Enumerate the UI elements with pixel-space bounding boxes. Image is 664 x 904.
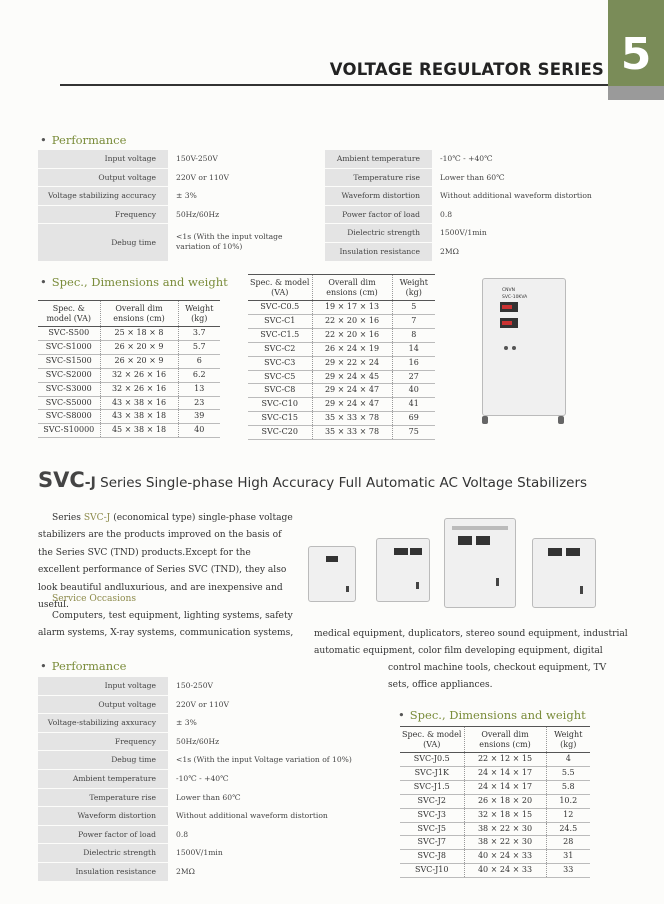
table-cell: SVC-J0.5 [400, 753, 464, 767]
table-row [248, 314, 435, 328]
table-cell: 38 × 22 × 30 [464, 836, 546, 850]
table-cell: SVC-S8000 [38, 410, 100, 424]
table-cell: SVC-J7 [400, 836, 464, 850]
table-cell: SVC-S5000 [38, 396, 100, 410]
spec-row [38, 751, 368, 770]
table-cell: 4 [546, 753, 590, 767]
table-row [400, 766, 590, 780]
table-cell: 75 [392, 426, 435, 440]
spec-row [325, 187, 625, 206]
spec-label: Frequency [38, 206, 168, 225]
spec-heading: • Spec., Dimensions and weight [40, 275, 228, 289]
table-cell: 8 [392, 328, 435, 342]
table-cell: SVC-J1K [400, 766, 464, 780]
table-cell: SVC-C10 [248, 398, 312, 412]
spec-row [38, 150, 323, 169]
table-cell: SVC-J2 [400, 794, 464, 808]
table-cell: 5 [392, 301, 435, 315]
table-cell: 26 × 24 × 19 [312, 342, 392, 356]
spec-value: 150-250V [176, 681, 214, 690]
table-cell: SVC-J10 [400, 864, 464, 878]
table-cell: 16 [392, 356, 435, 370]
spec-label: Dielectric strength [38, 844, 168, 863]
table-cell: 13 [178, 382, 220, 396]
table-row [400, 836, 590, 850]
table-cell: SVC-C8 [248, 384, 312, 398]
table-cell: 14 [392, 342, 435, 356]
table-row [400, 850, 590, 864]
occasions-line-1: medical equipment, duplicators, stereo sound equipment, industrial [314, 629, 628, 639]
spec-table-c [248, 274, 435, 440]
table-cell: 31 [546, 850, 590, 864]
table-cell: 3.7 [178, 327, 220, 341]
table-cell: 5.8 [546, 780, 590, 794]
table-cell: 26 × 20 × 9 [100, 340, 178, 354]
table-cell: 26 × 18 × 20 [464, 794, 546, 808]
table-cell: SVC-J5 [400, 822, 464, 836]
table-row [248, 426, 435, 440]
spec-value: 2MΩ [176, 866, 195, 876]
product-photo-svc [478, 278, 570, 428]
spec-value: 0.8 [440, 209, 453, 219]
spec-value: 2MΩ [440, 246, 459, 256]
spec-label: Ambient temperature [38, 770, 168, 789]
column-header: Weight (kg) [546, 727, 590, 753]
chapter-number: 5 [620, 29, 652, 80]
table-row [38, 396, 220, 410]
occasions-line-2: automatic equipment, color film developing equipment, digital [314, 646, 603, 656]
spec-label: Waveform distortion [325, 187, 432, 206]
spec-label: Insulation resistance [38, 863, 168, 882]
table-cell: SVC-C0.5 [248, 301, 312, 315]
spec-row [38, 714, 368, 733]
table-cell: SVC-C20 [248, 426, 312, 440]
table-row [38, 382, 220, 396]
spec-label: Debug time [38, 224, 168, 261]
spec-row [38, 169, 323, 188]
spec-table-j [400, 726, 590, 878]
spec-label: Power factor of load [325, 206, 432, 225]
spec-value: <1s (With the input voltage variation of 10%) [176, 232, 283, 252]
table-cell: SVC-S10000 [38, 424, 100, 438]
spec-row [38, 206, 323, 225]
product-photo-j-wide [532, 538, 598, 610]
spec-value: 220V or 110V [176, 172, 229, 182]
table-cell: 43 × 38 × 18 [100, 410, 178, 424]
table-row [400, 753, 590, 767]
occasions-paragraph: Computers, test equipment, lighting systems, safety alarm systems, X-ray systems, communication systems, [38, 611, 294, 639]
spec-row [325, 243, 625, 262]
spec-value: 220V or 110V [176, 699, 229, 709]
table-cell: 6.2 [178, 368, 220, 382]
spec-row [38, 733, 368, 752]
table-cell: 5.7 [178, 340, 220, 354]
spec-label: Input voltage [38, 677, 168, 696]
table-row [248, 412, 435, 426]
table-cell: 38 × 22 × 30 [464, 822, 546, 836]
spec-label: Dielectric strength [325, 224, 432, 243]
table-cell: SVC-C3 [248, 356, 312, 370]
table-row [248, 328, 435, 342]
spec-label: Voltage-stabilizing axxuracy [38, 714, 168, 733]
spec-row [325, 224, 625, 243]
occasions-line-4: sets, office appliances. [388, 680, 493, 690]
spec-row [38, 807, 368, 826]
table-row [248, 398, 435, 412]
spec-value: Without additional waveform distortion [440, 191, 592, 201]
spec-row [38, 863, 368, 882]
table-cell: SVC-J1.5 [400, 780, 464, 794]
table-cell: 35 × 33 × 78 [312, 412, 392, 426]
performance-heading: • Performance [40, 133, 127, 147]
spec-value: 0.8 [176, 829, 189, 839]
table-cell: 7 [392, 314, 435, 328]
table-cell: SVC-J3 [400, 808, 464, 822]
spec-label: Debug time [38, 751, 168, 770]
spec-value: 50Hz/60Hz [176, 736, 220, 746]
spec-value: ± 3% [176, 718, 197, 728]
spec-label: Insulation resistance [325, 243, 432, 262]
table-row [248, 384, 435, 398]
table-cell: 43 × 38 × 16 [100, 396, 178, 410]
table-row [400, 808, 590, 822]
spec-row [38, 696, 368, 715]
table-cell: 29 × 22 × 24 [312, 356, 392, 370]
table-row [248, 356, 435, 370]
spec-value: -10℃ - +40℃ [176, 773, 229, 783]
spec-heading-j: • Spec., Dimensions and weight [398, 708, 586, 722]
table-row [400, 864, 590, 878]
table-cell: SVC-C2 [248, 342, 312, 356]
title-underline [60, 84, 608, 86]
spec-row [325, 169, 625, 188]
table-cell: SVC-S1500 [38, 354, 100, 368]
table-cell: 45 × 38 × 18 [100, 424, 178, 438]
table-cell: 32 × 26 × 16 [100, 382, 178, 396]
performance-heading-j: • Performance [40, 659, 127, 673]
performance-table-j [38, 677, 368, 882]
spec-label: Temperature rise [38, 789, 168, 808]
table-row [248, 342, 435, 356]
performance-table-right [325, 150, 625, 262]
column-header: Overall dim ensions (cm) [100, 301, 178, 327]
table-cell: 29 × 24 × 47 [312, 384, 392, 398]
spec-row [325, 150, 625, 169]
spec-value: Lower than 60℃ [440, 172, 505, 182]
spec-row [38, 187, 323, 206]
spec-label: Temperature rise [325, 169, 432, 188]
table-cell: SVC-C1 [248, 314, 312, 328]
table-cell: 40 × 24 × 33 [464, 864, 546, 878]
table-header-row [400, 727, 590, 753]
table-cell: 24.5 [546, 822, 590, 836]
spec-row [38, 789, 368, 808]
spec-value: Without additional waveform distortion [176, 811, 328, 821]
table-cell: 69 [392, 412, 435, 426]
table-row [38, 354, 220, 368]
spec-label: Waveform distortion [38, 807, 168, 826]
table-cell: 29 × 24 × 47 [312, 398, 392, 412]
table-cell: 10.2 [546, 794, 590, 808]
table-cell: 22 × 12 × 15 [464, 753, 546, 767]
intro-paragraph: Series SVC-J (economical type) single-phase voltage stabilizers are the products improved on the basis of the Series SVC (TND) products.Except for the excellent performance of Series SVC (TND), they also look beautiful andluxurious, and are inexpensive and useful. [38, 513, 293, 611]
spec-value: 50Hz/60Hz [176, 209, 220, 219]
spec-row [38, 770, 368, 789]
table-cell: 24 × 14 × 17 [464, 780, 546, 794]
table-cell: 22 × 20 × 16 [312, 328, 392, 342]
spec-row [38, 224, 323, 261]
spec-value: 150V-250V [176, 154, 218, 163]
table-row [400, 780, 590, 794]
table-cell: SVC-C1.5 [248, 328, 312, 342]
table-row [38, 340, 220, 354]
table-cell: SVC-S2000 [38, 368, 100, 382]
page-title: VOLTAGE REGULATOR SERIES [329, 60, 604, 79]
spec-label: Input voltage [38, 150, 168, 169]
table-cell: 32 × 18 × 15 [464, 808, 546, 822]
table-cell: 39 [178, 410, 220, 424]
table-cell: 40 [178, 424, 220, 438]
column-header: Overall dim ensions (cm) [312, 275, 392, 301]
product-photo-j-medium [376, 538, 432, 604]
table-cell: 19 × 17 × 13 [312, 301, 392, 315]
spec-value: <1s (With the input Voltage variation of 10%) [176, 755, 352, 765]
table-row [38, 410, 220, 424]
spec-label: Ambient temperature [325, 150, 432, 169]
product-photo-j-small [308, 546, 358, 604]
table-row [38, 327, 220, 341]
table-cell: 26 × 20 × 9 [100, 354, 178, 368]
spec-table-s [38, 300, 220, 438]
table-cell: 40 [392, 384, 435, 398]
table-row [400, 822, 590, 836]
table-cell: 32 × 26 × 16 [100, 368, 178, 382]
spec-row [38, 844, 368, 863]
svcj-section-title: SVC-J Series Single-phase High Accuracy Full Automatic AC Voltage Stabilizers [38, 468, 588, 492]
spec-label: Voltage stabilizing accuracy [38, 187, 168, 206]
column-header: Weight (kg) [178, 301, 220, 327]
table-cell: 24 × 14 × 17 [464, 766, 546, 780]
chapter-tab-shadow [608, 86, 664, 100]
spec-label: Power factor of load [38, 826, 168, 845]
table-header-row [38, 301, 220, 327]
brand-label: CNVN [502, 288, 515, 293]
table-cell: 28 [546, 836, 590, 850]
column-header: Spec. & model (VA) [400, 727, 464, 753]
table-row [38, 424, 220, 438]
table-cell: 40 × 24 × 33 [464, 850, 546, 864]
table-cell: SVC-C15 [248, 412, 312, 426]
spec-value: 1500V/1min [440, 228, 487, 238]
column-header: Weight (kg) [392, 275, 435, 301]
spec-row [38, 677, 368, 696]
table-cell: 25 × 18 × 8 [100, 327, 178, 341]
table-row [38, 368, 220, 382]
spec-value: 1500V/1min [176, 848, 223, 858]
table-row [248, 370, 435, 384]
spec-label: Output voltage [38, 169, 168, 188]
table-cell: 6 [178, 354, 220, 368]
column-header: Spec. & model (VA) [248, 275, 312, 301]
column-header: Spec. & model (VA) [38, 301, 100, 327]
table-cell: 5.5 [546, 766, 590, 780]
spec-label: Output voltage [38, 696, 168, 715]
performance-table-left [38, 150, 323, 262]
table-cell: 41 [392, 398, 435, 412]
occasions-line-3: control machine tools, checkout equipment, TV [388, 663, 607, 673]
column-header: Overall dim ensions (cm) [464, 727, 546, 753]
table-row [400, 794, 590, 808]
service-occasions-heading: Service Occasions [52, 594, 137, 604]
table-cell: SVC-J8 [400, 850, 464, 864]
table-cell: SVC-S1000 [38, 340, 100, 354]
table-cell: 12 [546, 808, 590, 822]
spec-value: Lower than 60℃ [176, 792, 241, 802]
spec-label: Frequency [38, 733, 168, 752]
model-label: SVC-10KVA [502, 295, 528, 300]
table-cell: 27 [392, 370, 435, 384]
table-cell: SVC-S3000 [38, 382, 100, 396]
table-cell: 29 × 24 × 45 [312, 370, 392, 384]
table-row [248, 301, 435, 315]
spec-row [38, 826, 368, 845]
table-cell: 33 [546, 864, 590, 878]
table-cell: 23 [178, 396, 220, 410]
spec-row [325, 206, 625, 225]
table-cell: SVC-S500 [38, 327, 100, 341]
table-cell: 22 × 20 × 16 [312, 314, 392, 328]
table-cell: 35 × 33 × 78 [312, 426, 392, 440]
spec-value: -10℃ - +40℃ [440, 154, 493, 163]
table-header-row [248, 275, 435, 301]
spec-value: ± 3% [176, 191, 197, 201]
product-photo-j-large [444, 518, 518, 610]
table-cell: SVC-C5 [248, 370, 312, 384]
